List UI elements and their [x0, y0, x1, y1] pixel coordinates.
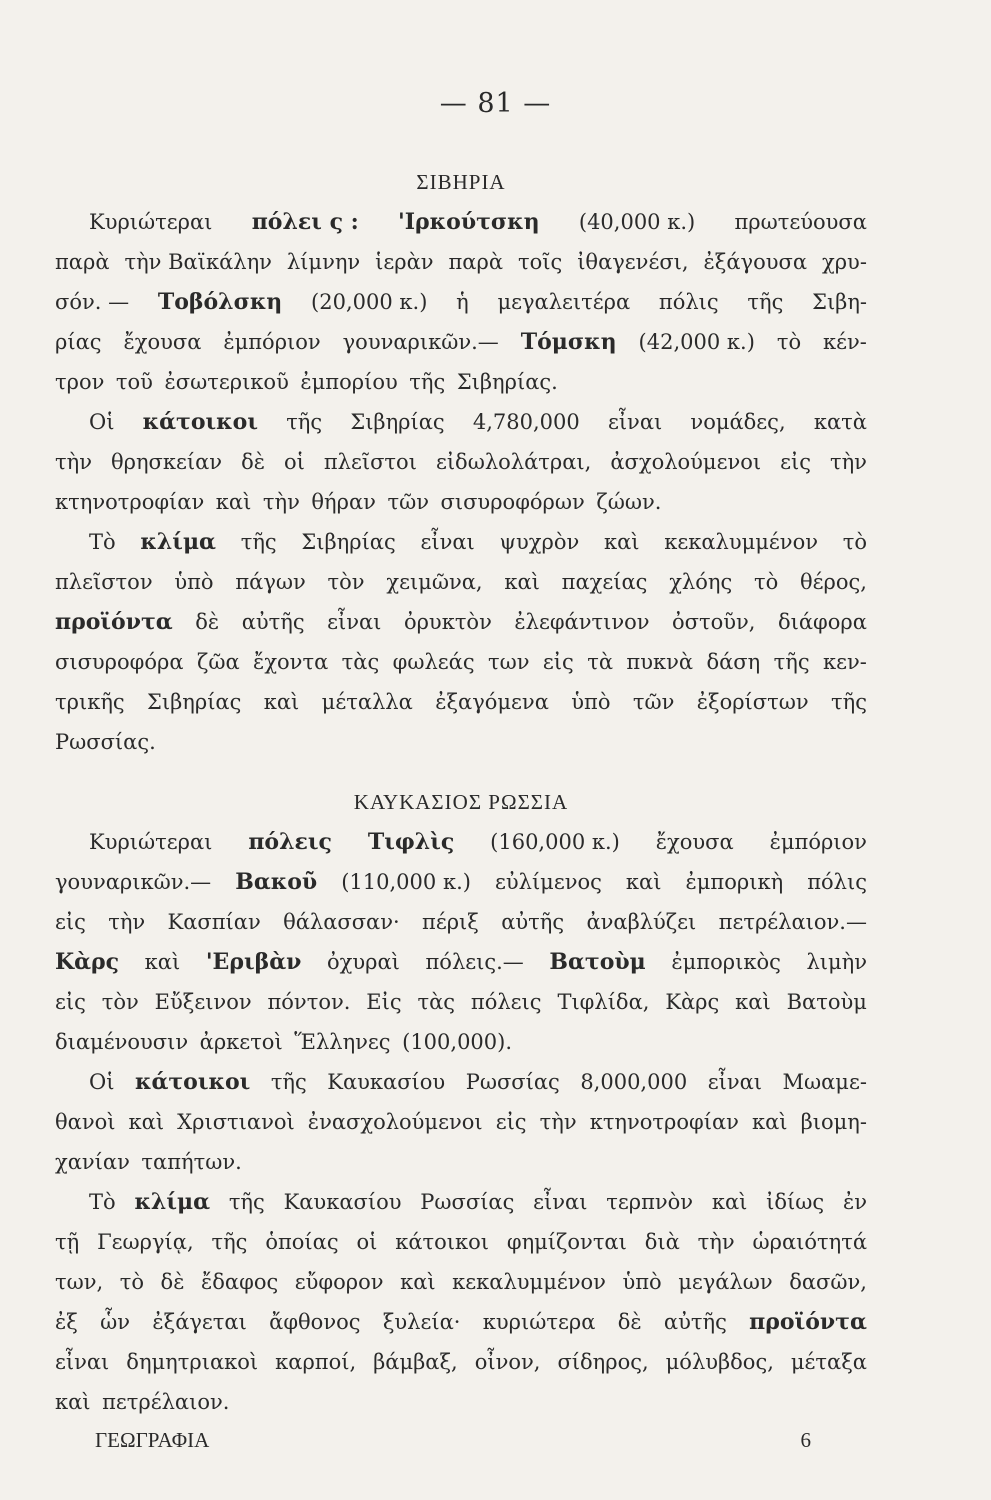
word: τῇ [55, 1230, 80, 1254]
word: ζῶα [196, 650, 240, 674]
bold-term: Κὰρς [55, 949, 120, 975]
word: εἰς [55, 910, 86, 934]
word: παχείας [561, 570, 648, 594]
section-siberia [55, 162, 867, 762]
word: Σιβηρίας. [456, 370, 558, 394]
word: εἰς [542, 650, 574, 674]
word: (160,000 κ.) [490, 830, 620, 854]
word: σόν. — [55, 290, 130, 314]
word: μεγαλειτέρα [497, 290, 631, 314]
word: Κὰρς [665, 990, 720, 1014]
word: τὸν [327, 570, 365, 594]
word: λιμὴν [806, 950, 867, 974]
word: (20,000 κ.) [311, 290, 428, 314]
word: τῆς [211, 1230, 248, 1254]
word: βιομη- [800, 1110, 867, 1134]
word: μέταλλα [321, 690, 413, 714]
word: ὁποίας [265, 1230, 339, 1254]
word: Τιφλίδα, [557, 990, 650, 1014]
word: γουναρικῶν.— [55, 870, 212, 894]
word: ὧν [100, 1310, 131, 1334]
text-line [55, 1222, 867, 1262]
word: πετρέλαιον. [102, 1390, 230, 1414]
word: ἐμπορίου [300, 370, 398, 394]
word: Οἱ [89, 410, 115, 434]
word: τῆς [831, 690, 867, 714]
word: Καυκασίου [327, 1070, 446, 1094]
word: ὀστοῦν, [672, 610, 756, 634]
word: καὶ [625, 870, 662, 894]
word: Κασπίαν [167, 910, 261, 934]
word: ἐξαγόμενα [435, 690, 549, 714]
word: σίδηρος, [557, 1350, 649, 1374]
word: πόλις [807, 870, 867, 894]
text-line [55, 982, 867, 1022]
text-line [55, 1062, 867, 1102]
word: ψυχρὸν [499, 530, 580, 554]
word: πόντον. [267, 990, 351, 1014]
bold-term: 'Ιρκούτσκη [398, 209, 540, 235]
word: Ρωσσίας. [55, 730, 156, 754]
word: ὑπὸ [174, 570, 214, 594]
word: εὐλίμενος [494, 870, 602, 894]
word: πετρέλαιον.— [718, 910, 867, 934]
text-line [55, 1182, 867, 1222]
text-line [55, 1302, 867, 1342]
word: Μωαμε- [782, 1070, 867, 1094]
section-heading: ΚΑΥΚΑΣΙΟΣ ΡΩΣΣΙΑ [353, 790, 569, 814]
word: χρυ- [821, 250, 867, 274]
word: λίμνην [286, 250, 361, 274]
word: ἐμπορικὴ [685, 870, 784, 894]
word: Χριστιανοὶ [177, 1110, 295, 1134]
word: δημητριακοὶ [126, 1350, 259, 1374]
word: θανοὶ [55, 1110, 116, 1134]
word: Καυκασίου [283, 1190, 402, 1214]
word: των, [55, 1270, 104, 1294]
word: (100,000). [402, 1030, 513, 1054]
word: Ρωσσίας [465, 1070, 560, 1094]
word: ἰδίως [766, 1190, 825, 1214]
word: Σιβη- [812, 290, 867, 314]
word: πόλεις [470, 990, 542, 1014]
word: πέριξ [422, 910, 479, 934]
text-line [55, 602, 867, 642]
text-line [55, 322, 867, 362]
word: ἐμπορικὸς [671, 950, 781, 974]
word: ἄφθονος [269, 1310, 361, 1334]
word: καὶ [735, 990, 771, 1014]
signature-mark: 6 [800, 1428, 811, 1452]
word: τὴν [262, 490, 300, 514]
word: τὴν [108, 910, 146, 934]
word: εἰς [780, 450, 811, 474]
word: κτηνοτροφίαν [589, 1110, 739, 1134]
word: κάτοικοι [395, 1230, 489, 1254]
word: διαμένουσιν [55, 1030, 189, 1054]
text-line [55, 902, 867, 942]
word: μέταξα [790, 1350, 867, 1374]
word: ἐξορίστων [696, 690, 809, 714]
word: ὑπὸ [571, 690, 611, 714]
word: παρὰ [448, 250, 504, 274]
text-line [55, 682, 867, 722]
word: δασῶν, [789, 1270, 867, 1294]
word: πλεῖστοι [323, 450, 417, 474]
word: κατὰ [813, 410, 867, 434]
word: τὸ [119, 1270, 144, 1294]
word: τὴν [55, 450, 92, 474]
bold-term: κάτοικοι [134, 1069, 251, 1095]
word: κτηνοτροφίαν [55, 490, 205, 514]
word: πάγων [235, 570, 306, 594]
word: ἐνασχολούμενοι [307, 1110, 483, 1134]
word: αὐτῆς [663, 1310, 727, 1334]
word: αὐτῆς [241, 610, 305, 634]
section-heading: ΣΙΒΗΡΙΑ [416, 170, 506, 194]
word: ἐσωτερικοῦ [164, 370, 289, 394]
word: ὑπὸ [622, 1270, 662, 1294]
word: φωλεάς [392, 650, 475, 674]
word: Ρωσσίας [420, 1190, 515, 1214]
bold-term: 'Εριβὰν [205, 949, 302, 975]
word: κεν- [823, 650, 867, 674]
text-line [55, 722, 867, 762]
word: παρὰ [55, 250, 110, 274]
text-line [55, 482, 867, 522]
word: εἶναι [55, 1350, 110, 1374]
text-line [55, 1382, 867, 1422]
word: οἱ [283, 450, 305, 474]
word: χλόης [669, 570, 733, 594]
word: τὸ [753, 570, 779, 594]
word: καὶ [504, 570, 540, 594]
word: τῶν [632, 690, 675, 714]
word: Βατοὺμ [786, 990, 867, 1014]
word: ἰθαγενέσι, [577, 250, 689, 274]
word: καὶ [55, 1390, 91, 1414]
word: ἀσχολούμενοι [610, 450, 762, 474]
word: ὀχυραὶ [327, 950, 400, 974]
word: ἀναβλύζει [586, 910, 697, 934]
word: τρον [55, 370, 105, 394]
word: τὰς [417, 990, 456, 1014]
page-number: — 81 — [439, 88, 552, 119]
bold-term: πόλεις [248, 829, 332, 855]
word: κυριώτερα [482, 1310, 596, 1334]
word: καὶ [215, 490, 252, 514]
word: τὸ [842, 530, 867, 554]
word: ἐξάγουσα [703, 250, 808, 274]
word: ἀρκετοὶ [199, 1030, 283, 1054]
word: πλεῖστον [55, 570, 153, 594]
word: ἱερὰν [375, 250, 434, 274]
word: ἐλεφάντινον [514, 610, 650, 634]
word: μόλυβδος, [665, 1350, 774, 1374]
word: μεγάλων [678, 1270, 773, 1294]
text-line [55, 862, 867, 902]
text-line [55, 1142, 867, 1182]
word: τοῖς [517, 250, 563, 274]
word: 4,780,000 [472, 410, 580, 434]
word: ἔχοντα [253, 650, 329, 674]
word: οἶνον, [474, 1350, 541, 1374]
word: κεκαλυμμένον [452, 1270, 606, 1294]
word: τῆς [286, 410, 323, 434]
word: ἡ [456, 290, 469, 314]
word: τὴν Βαϊκάλην [124, 250, 272, 274]
word: διὰ [644, 1230, 680, 1254]
word: των [488, 650, 530, 674]
word: τῆς [228, 1190, 265, 1214]
word: Σιβηρίας [350, 410, 445, 434]
word: ἔχουσα [123, 330, 202, 354]
footer-title: ΓΕΩΓΡΑΦΙΑ [95, 1428, 210, 1452]
word: (42,000 κ.) [638, 330, 755, 354]
bold-term: προϊόντα [749, 1309, 867, 1335]
text-line [55, 562, 867, 602]
word: τὴν [539, 1110, 577, 1134]
text-line [55, 1102, 867, 1142]
word: δὲ [617, 1310, 642, 1334]
page-footer [95, 1428, 811, 1453]
word: δάση [706, 650, 761, 674]
word: πυκνὰ [626, 650, 694, 674]
word: καρποί, [275, 1350, 357, 1374]
word: διάφορα [778, 610, 867, 634]
word: Τὸ [89, 1190, 116, 1214]
word: πόλεις.— [425, 950, 524, 974]
word: καὶ [128, 1110, 165, 1134]
word: Τὸ [89, 530, 116, 554]
text-line [55, 642, 867, 682]
word: καὶ [400, 1270, 436, 1294]
word: σισυροφόρα [55, 650, 184, 674]
word: Εὔξεινον [154, 990, 252, 1014]
bold-term: Βατοὺμ [549, 949, 646, 975]
word: τῆς [773, 650, 810, 674]
word: φημίζονται [506, 1230, 627, 1254]
word: εἰς [55, 990, 86, 1014]
text-line [55, 442, 867, 482]
text-line [55, 1342, 867, 1382]
word: ὀρυκτὸν [403, 610, 492, 634]
word: τῶν [387, 490, 429, 514]
word: (110,000 κ.) [341, 870, 471, 894]
word: Σιβηρίας [301, 530, 396, 554]
word: Κυριώτεραι [89, 830, 213, 854]
word: εἶναι [607, 410, 663, 434]
text-line [55, 242, 867, 282]
word: ἔχουσα [655, 830, 734, 854]
word: Γεωργίᾳ, [97, 1230, 194, 1254]
text-line [55, 942, 867, 982]
word: εἶναι [420, 530, 475, 554]
text-line [55, 522, 867, 562]
word: εἶναι [327, 610, 382, 634]
word: Κυριώτεραι [89, 210, 213, 234]
word: τερπνὸν [606, 1190, 694, 1214]
word: καὶ [263, 690, 300, 714]
word: ἐξάγεται [152, 1310, 247, 1334]
word: ἐμπόριον [769, 830, 867, 854]
word: θήραν [311, 490, 376, 514]
word: τὴν [697, 1230, 735, 1254]
word: βάμβαξ, [373, 1350, 458, 1374]
word: ξυλεία· [382, 1310, 461, 1334]
word: Εἰς [366, 990, 402, 1014]
word: τῆς [270, 1070, 307, 1094]
word: τὰς [341, 650, 380, 674]
word: Σιβηρίας [147, 690, 242, 714]
word: πόλις [658, 290, 719, 314]
word: 8,000,000 [580, 1070, 688, 1094]
text-line [55, 202, 867, 242]
word: καὶ [144, 950, 181, 974]
word: ἐμπόριον [223, 330, 321, 354]
bold-term: Τόμσκη [520, 329, 617, 355]
word: τρικῆς [55, 690, 125, 714]
word: ἔδαφος [201, 1270, 279, 1294]
word: ζώων. [596, 490, 662, 514]
word: τῆς [747, 290, 784, 314]
word: καὶ [603, 530, 640, 554]
section-caucasus [55, 782, 867, 1422]
word: εὔφορον [294, 1270, 384, 1294]
word: τὴν [829, 450, 867, 474]
bold-term: πόλει ς : [251, 209, 359, 235]
bold-term: Τοβόλσκη [157, 289, 283, 315]
word: κεκαλυμμένον [664, 530, 818, 554]
word: ἐν [842, 1190, 867, 1214]
text-line [55, 282, 867, 322]
word: Ἕλληνες [294, 1030, 391, 1054]
text-line [55, 402, 867, 442]
word: χανίαν [55, 1150, 130, 1174]
text-line [55, 362, 867, 402]
bold-term: Τιφλὶς [367, 829, 455, 855]
text-line [55, 1262, 867, 1302]
word: εἰς [495, 1110, 527, 1134]
word: Οἱ [89, 1070, 115, 1094]
text-line [55, 822, 867, 862]
word: εἰδωλολάτραι, [435, 450, 592, 474]
word: κέν- [823, 330, 867, 354]
word: εἶναι [533, 1190, 588, 1214]
word: χειμῶνα, [386, 570, 483, 594]
word: ρίας [55, 330, 102, 354]
word: τῆς [409, 370, 446, 394]
word: δὲ [241, 450, 265, 474]
word: εἶναι [707, 1070, 762, 1094]
bold-term: κάτοικοι [142, 409, 258, 435]
word: δὲ [195, 610, 220, 634]
word: καὶ [752, 1110, 788, 1134]
word: δὲ [160, 1270, 185, 1294]
word: θρησκείαν [110, 450, 223, 474]
word: (40,000 κ.) [578, 210, 696, 234]
word: νομάδες, [690, 410, 786, 434]
bold-term: κλίμα [140, 529, 216, 555]
word: τὸν [101, 990, 139, 1014]
word: καὶ [711, 1190, 748, 1214]
text-line [55, 1022, 867, 1062]
word: ἐξ [55, 1310, 78, 1334]
word: ὡραιότητά [752, 1230, 867, 1254]
word: τῆς [240, 530, 277, 554]
word: γουναρικῶν.— [342, 330, 499, 354]
word: αὐτῆς [501, 910, 565, 934]
bold-term: κλίμα [134, 1189, 211, 1215]
word: ταπήτων. [141, 1150, 242, 1174]
bold-term: Βακοῦ [235, 869, 318, 895]
word: πρωτεύουσα [734, 210, 867, 234]
word: οἱ [356, 1230, 378, 1254]
word: σισυροφόρων [440, 490, 585, 514]
word: τὰ [587, 650, 614, 674]
word: τοῦ [115, 370, 153, 394]
word: θέρος, [800, 570, 867, 594]
bold-term: προϊόντα [55, 609, 173, 635]
word: τὸ [776, 330, 802, 354]
word: θάλασσαν· [283, 910, 400, 934]
